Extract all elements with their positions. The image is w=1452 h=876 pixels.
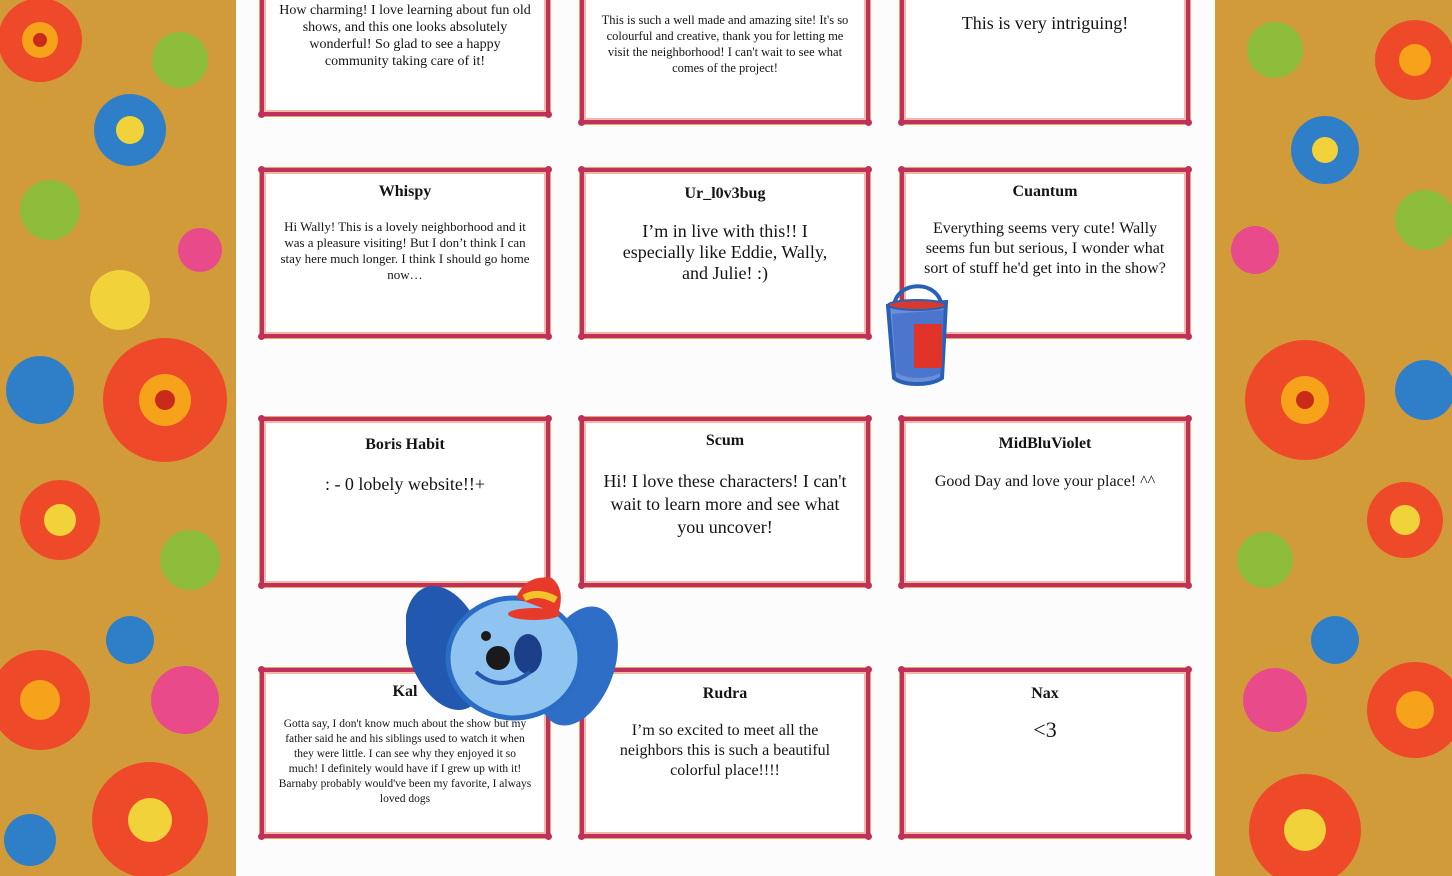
guestbook-main — [236, 0, 1215, 876]
comment-message: This is such a well made and amazing site! It's so colourful and creative, thank you for letting me visit the neighborhood! I can't wait to see what comes of the project! — [601, 13, 849, 75]
floral-pattern-left — [0, 0, 236, 876]
comment-message: <3 — [1033, 717, 1057, 743]
commenter-name: MidBluViolet — [998, 435, 1092, 452]
comment-card — [900, 668, 1190, 838]
right-floral-background — [1215, 0, 1452, 876]
comment-card — [260, 168, 550, 338]
commenter-name: Whispy — [378, 183, 432, 200]
floral-pattern-right — [1215, 0, 1452, 876]
comment-message: This is very intriguing! — [961, 13, 1129, 33]
dog-head-icon — [406, 568, 621, 736]
comment-card — [580, 668, 870, 838]
commenter-name: Cuantum — [1012, 183, 1078, 200]
comment-card — [580, 417, 870, 587]
commenter-name: Boris Habit — [365, 436, 445, 453]
comment-message: Everything seems very cute! Wally seems fun but serious, I wonder what sort of stuff he'd get into in the show? — [924, 220, 1166, 278]
comment-message: I’m so excited to meet all the neighbors this is such a beautiful colorful place!!!! — [619, 722, 831, 780]
commenter-name: Ur_l0v3bug — [684, 185, 766, 202]
comment-card — [900, 0, 1190, 124]
left-floral-background — [0, 0, 236, 876]
comment-message: Hi Wally! This is a lovely neighborhood and it was a pleasure visiting! But I don’t think I can stay here much longer. I think I should go home now… — [280, 219, 530, 283]
commenter-name: Kal — [392, 683, 418, 700]
comment-card — [260, 0, 550, 116]
comment-message: Good Day and love your place! ^^ — [934, 473, 1156, 491]
comment-card — [580, 168, 870, 338]
comment-message: How charming! I love learning about fun old shows, and this one looks absolutely wonderful! So glad to see a happy community taking care of it! — [279, 3, 531, 69]
comment-message: I’m in live with this!! I especially like Eddie, Wally, and Julie! :) — [622, 221, 828, 284]
comment-message: Hi! I love these characters! I can't wait to learn more and see what you uncover! — [603, 471, 847, 538]
commenter-name: Nax — [1031, 685, 1059, 702]
comment-card — [900, 417, 1190, 587]
comment-message: Gotta say, I don't know much about the show but my father said he and his siblings used to watch it when they were little. I can see why they enjoyed it so much! I definitely would have if I grew up with it! Barnaby probably would've been my favorite, I always loved dogs — [278, 718, 532, 806]
comment-message: : - 0 lobely website!!+ — [324, 474, 486, 495]
commenter-name: Scum — [705, 432, 745, 449]
commenter-name: Rudra — [702, 685, 748, 702]
paint-bucket-icon — [880, 274, 960, 390]
comment-card — [580, 0, 870, 124]
comment-card — [260, 417, 550, 587]
